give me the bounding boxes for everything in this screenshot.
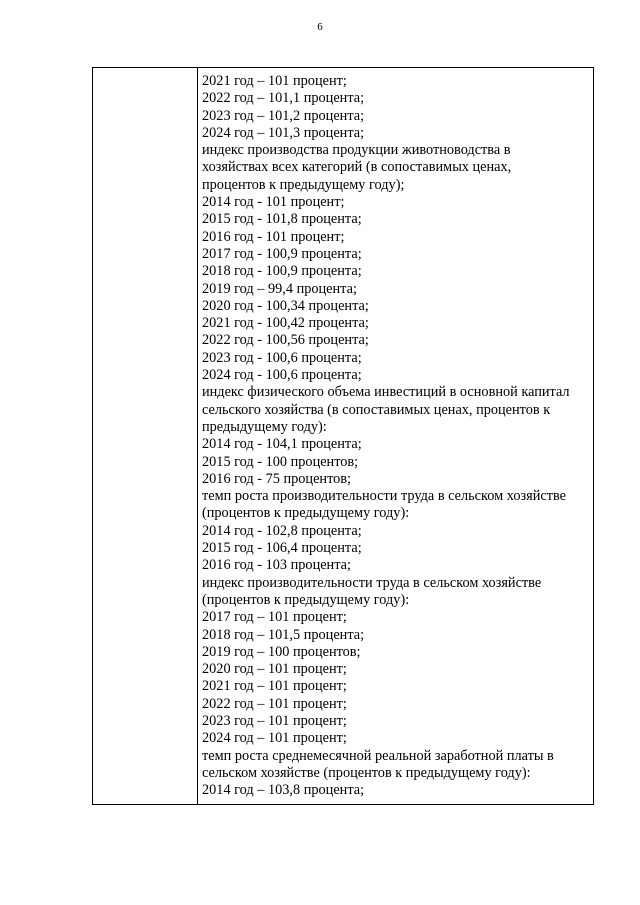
text-line: 2016 год - 75 процентов;	[202, 470, 351, 487]
text-line: 2018 год - 100,9 процента;	[202, 263, 362, 280]
text-line: (процентов к предыдущему году):	[202, 591, 410, 608]
text-line: 2016 год - 101 процент;	[202, 228, 345, 245]
text-line: 2015 год - 106,4 процента;	[202, 540, 362, 557]
text-line: темп роста производительности труда в сельском хозяйстве	[202, 488, 566, 505]
text-line: 2014 год - 102,8 процента;	[202, 522, 362, 539]
text-line: процентов к предыдущему году);	[202, 176, 405, 193]
text-line: индекс физического объема инвестиций в основной капитал	[202, 384, 570, 401]
text-line: 2020 год - 100,34 процента;	[202, 297, 369, 314]
text-line: хозяйствах всех категорий (в сопоставимых ценах,	[202, 159, 512, 176]
text-line: индекс производительности труда в сельском хозяйстве	[202, 574, 542, 591]
text-line: 2018 год – 101,5 процента;	[202, 626, 365, 643]
text-line: 2022 год - 100,56 процента;	[202, 332, 369, 349]
text-line: 2016 год - 103 процента;	[202, 557, 351, 574]
text-line: сельском хозяйстве (процентов к предыдущему году):	[202, 764, 531, 781]
text-line: 2021 год – 101 процент;	[202, 73, 347, 89]
text-line: 2019 год – 99,4 процента;	[202, 280, 357, 297]
text-line: (процентов к предыдущему году):	[202, 505, 410, 522]
text-line: предыдущему году):	[202, 418, 327, 435]
text-line: 2020 год – 101 процент;	[202, 661, 347, 678]
text-line: 2024 год – 101,3 процента;	[202, 124, 365, 141]
text-line: 2017 год – 101 процент;	[202, 609, 347, 626]
text-line: 2015 год - 100 процентов;	[202, 453, 359, 470]
text-line: 2017 год - 100,9 процента;	[202, 245, 362, 262]
text-line: 2019 год – 100 процентов;	[202, 643, 361, 660]
document-table	[92, 67, 594, 805]
text-line: 2014 год – 103,8 процента;	[202, 782, 365, 799]
text-line: 2022 год – 101 процент;	[202, 695, 347, 712]
table-right-cell	[202, 73, 590, 799]
page-number: 6	[317, 21, 323, 33]
text-line: 2022 год – 101,1 процента;	[202, 90, 365, 107]
text-line: 2021 год - 100,42 процента;	[202, 315, 369, 332]
text-line: 2021 год – 101 процент;	[202, 678, 347, 695]
table-left-cell	[93, 68, 198, 804]
text-line: 2023 год – 101,2 процента;	[202, 107, 365, 124]
text-line: 2014 год - 101 процент;	[202, 194, 345, 211]
text-line: 2024 год - 100,6 процента;	[202, 367, 362, 384]
text-line: 2015 год - 101,8 процента;	[202, 211, 362, 228]
text-line: темп роста среднемесячной реальной заработной платы в	[202, 747, 554, 764]
text-line: 2023 год – 101 процент;	[202, 712, 347, 729]
text-line: 2023 год - 100,6 процента;	[202, 349, 362, 366]
text-line: 2024 год – 101 процент;	[202, 730, 347, 747]
text-line: сельского хозяйства (в сопоставимых ценах, процентов к	[202, 401, 551, 418]
text-line: индекс производства продукции животноводства в	[202, 142, 511, 159]
text-line: 2014 год - 104,1 процента;	[202, 436, 362, 453]
